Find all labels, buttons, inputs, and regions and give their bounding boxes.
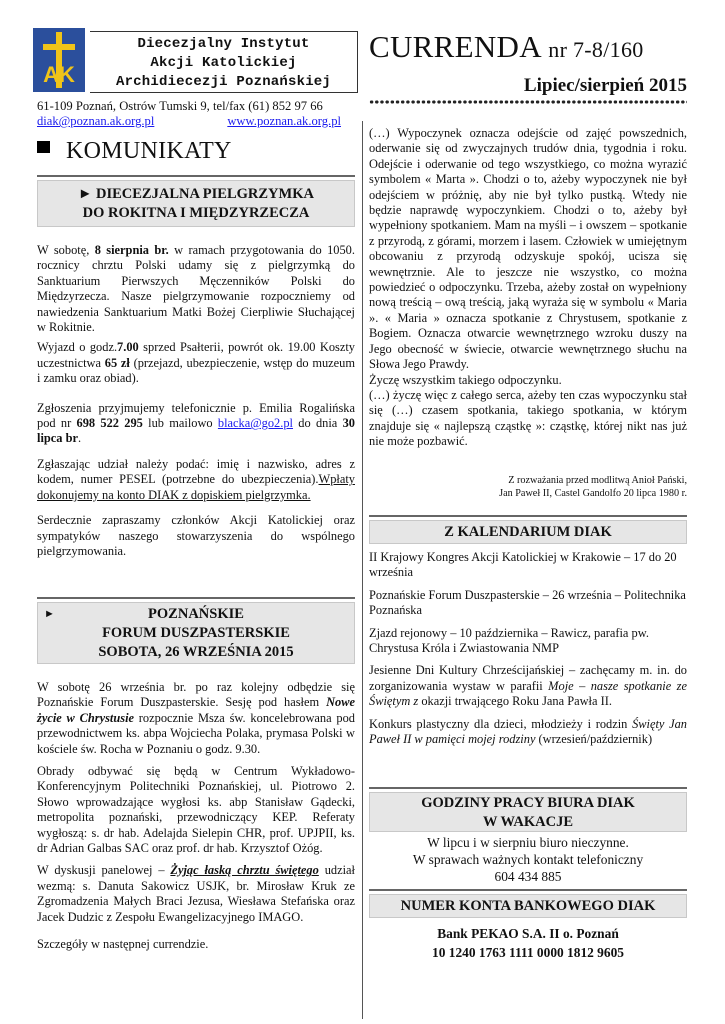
institute-line-3: Archidiecezji Poznańskiej	[115, 74, 332, 90]
office-hours-line2: W sprawach ważnych kontakt telefoniczny	[412, 852, 644, 867]
email-link[interactable]: diak@poznan.ak.org.pl	[37, 114, 155, 128]
institute-name-box	[90, 31, 358, 93]
forum-heading-line3: SOBOTA, 26 WRZEŚNIA 2015	[98, 644, 294, 660]
calendar-heading: Z KALENDARIUM DIAK	[369, 520, 687, 544]
calendar-item: Konkurs plastyczny dla dzieci, młodzieży i rodzin Święty Jan Paweł II w pamięci mojej rodziny (wrzesień/październik)	[369, 716, 687, 747]
quote-source-line1: Z rozważania przed modlitwą Anioł Pański,	[508, 475, 687, 486]
forum-heading-line1: POZNAŃSKIE	[148, 606, 244, 622]
divider	[369, 787, 687, 789]
pilgrimage-heading-line1: ► DIECEZJALNA PIELGRZYMKA	[78, 186, 314, 202]
quote-paragraph-2: Życzę wszystkim takiego odpoczynku.	[369, 372, 562, 387]
divider	[37, 175, 355, 177]
forum-paragraph-4: Szczegóły w następnej currendzie.	[37, 937, 209, 952]
forum-paragraph-1: W sobotę 26 września br. po raz kolejny odbędzie się Poznańskie Forum Duszpasterskie. Sesję pod hasłem Nowe życie w Chrystusie rozpocznie Msza św. koncelebrowana pod przewodnictwem ks. abpa Wojciecha Polaka, prymasa Polski w kościele św. Rocha w Poznaniu o godz. 9.30.	[37, 680, 355, 756]
bank-name: Bank PEKAO S.A. II o. Poznań	[437, 926, 619, 941]
pilgrimage-paragraph-3: Zgłoszenia przyjmujemy telefonicznie p. Emilia Rogalińska pod nr 698 522 295 lub mailowo blacka@go2.pl do dnia 30 lipca br.	[37, 400, 355, 446]
forum-paragraph-3: W dyskusji panelowej – Żyjąc łaską chrztu świętego udział wezmą: s. Danuta Sakowicz USJK, br. Mirosław Kruk ze Zgromadzenia Małych Braci Jezusa, Wiesława Stefańska oraz Jacek Dudzic z Zespołu Ewangelizacyjnego IMAGO.	[37, 863, 355, 924]
bank-account-body	[369, 924, 687, 962]
calendar-item: Poznańskie Forum Duszpasterskie – 26 września – Politechnika Poznańska	[369, 587, 686, 618]
quote-paragraph-1: (…) Wypoczynek oznacza odejście od zajęć powszednich, oderwanie się od zwyczajnych trudów dnia, tygodnia i roku. Odejście i oderwanie od tego wszystkiego, co można wyrazić symbolem « Marta ». Chodzi o to, ażeby wypoczynek nie był odejściem w próżnię, aby nie był tylko pustką. Wtedy nie będzie naprawdę wypoczynkiem. Chodzi o to, ażeby był wypełniony spotkaniem. Mam na myśli – i owszem – spotkanie z przyrodą, z górami, morzem i lasem. Człowiek w umiejętnym obcowaniu z przyrodą odzyskuje spokój, ucisza się wewnętrznie. Ale to jeszcze nie wszystko, co można powiedzieć o odpoczynku. Trzeba, ażeby został on wypełniony nową treścią – ową treścią, jaką wyraża się w symbolu « Maria ». « Maria » oznacza spotkanie z Chrystusem, spotkanie z Bogiem. Oznacza otwarcie wewnętrznego wzroku duszy na Jego obecność w świecie, otwarcie wewnętrznego słuchu na Słowa Jego Prawdy.	[369, 126, 687, 372]
newsletter-title	[369, 30, 644, 67]
logo-text: AK	[43, 62, 75, 87]
office-hours-line1: W lipcu i w sierpniu biuro nieczynne.	[427, 835, 629, 850]
forum-paragraph-2: Obrady odbywać się będą w Centrum Wykładowo-Konferencyjnym Politechniki Poznańskiej, ul. Piotrowo 2. Słowo wprowadzające wygłosi ks. abp Stanisław Gądecki, metropolita poznański, przewodniczący KEP. Referaty wygłoszą: s. dr hab. Adelajda Sielepin CHR, prof. UPJPII, ks. dr Adrian Galbas SAC oraz prof. dr hab. Krzysztof Ożóg.	[37, 764, 355, 856]
office-hours-heading-line1: GODZINY PRACY BIURA DIAK	[421, 795, 635, 811]
pilgrimage-paragraph-1: W sobotę, 8 sierpnia br. w ramach przygotowania do 1050. rocznicy chrztu Polski udamy się z pielgrzymką do Sanktuarium Pierwszych Męczenników Polski do Międzyrzecza. Nasze pielgrzymowanie rozpoczniemy od nawiedzenia Sanktuarium Matki Bożej Cierpliwie Słuchającej w Rokitnie.	[37, 243, 355, 335]
calendar-item: Zjazd rejonowy – 10 października – Rawicz, parafia pw. Chrystusa Króla i Zwiastowania NMP	[369, 625, 649, 656]
divider	[37, 597, 355, 599]
contact-email-link[interactable]: blacka@go2.pl	[217, 416, 293, 431]
arrow-icon: ►	[44, 608, 55, 620]
diak-logo	[33, 28, 85, 92]
quote-source	[480, 474, 687, 500]
calendar-item: Jesienne Dni Kultury Chrześcijańskiej – zachęcamy m. in. do zorganizowania wystaw w parafii Moje – nasze spotkanie ze Świętym z okazji trwającego Roku Jana Pawła II.	[369, 663, 687, 709]
column-divider	[362, 121, 363, 1019]
forum-body	[37, 680, 355, 958]
pilgrimage-heading	[37, 180, 355, 227]
issue-date: Lipiec/sierpień 2015	[523, 75, 687, 96]
divider	[369, 889, 687, 891]
komunikaty-title: KOMUNIKATY	[66, 138, 232, 164]
issue-number: nr 7-8/160	[548, 37, 644, 62]
office-hours-phone: 604 434 885	[494, 869, 562, 884]
institute-line-2: Akcji Katolickiej	[150, 55, 297, 71]
office-hours-heading-line2: W WAKACJE	[482, 814, 574, 830]
quote-body	[369, 126, 687, 450]
bank-account-heading: NUMER KONTA BANKOWEGO DIAK	[369, 894, 687, 918]
quote-source-line2: Jan Paweł II, Castel Gandolfo 20 lipca 1980 r.	[499, 488, 687, 499]
pilgrimage-paragraph-4: Zgłaszając udział należy podać: imię i nazwisko, adres z kodem, numer PESEL (potrzebne do ubezpieczenia).Wpłaty dokonujemy na konto DIAK z dopiskiem pielgrzymka.	[37, 456, 355, 502]
quote-paragraph-3: (…) życzę więc z całego serca, ażeby ten czas wypoczynku stał się (…) czasem spotkania, takiego spotkania, w którym znajduje się « najlepszą cząstkę »: cząstkę, której nikt nas już nie może pozbawić.	[369, 387, 687, 449]
bank-account-number: 10 1240 1763 1111 0000 1812 9605	[432, 945, 624, 960]
website-link[interactable]: www.poznan.ak.org.pl	[227, 114, 341, 128]
forum-heading-line2: FORUM DUSZPASTERSKIE	[102, 625, 290, 641]
dotted-divider	[369, 100, 687, 104]
title-text: CURRENDA	[369, 29, 541, 64]
contact-address	[37, 99, 359, 129]
office-hours-body	[369, 834, 687, 885]
pilgrimage-body	[37, 243, 355, 564]
office-hours-heading	[369, 792, 687, 832]
calendar-list	[369, 550, 687, 754]
forum-heading	[37, 602, 355, 664]
divider	[369, 515, 687, 517]
pilgrimage-paragraph-2: Wyjazd o godz.7.00 sprzed Psałterii, powrót ok. 19.00 Koszty uczestnictwa 65 zł (przejazd, ubezpieczenie, wstęp do muzeum i zamku oraz obiad).	[37, 340, 355, 386]
pilgrimage-heading-line2: DO ROKITNA I MIĘDZYRZECZA	[82, 205, 310, 221]
institute-line-1: Diecezjalny Instytut	[137, 36, 310, 52]
calendar-item: II Krajowy Kongres Akcji Katolickiej w Krakowie – 17 do 20 września	[369, 550, 677, 580]
pilgrimage-paragraph-5: Serdecznie zapraszamy członków Akcji Katolickiej oraz sympatyków naszego stowarzyszenia do wspólnego pielgrzymowania.	[37, 513, 355, 558]
address-line: 61-109 Poznań, Ostrów Tumski 9, tel/fax (61) 852 97 66	[37, 99, 323, 113]
section-bullet-icon	[37, 141, 50, 153]
